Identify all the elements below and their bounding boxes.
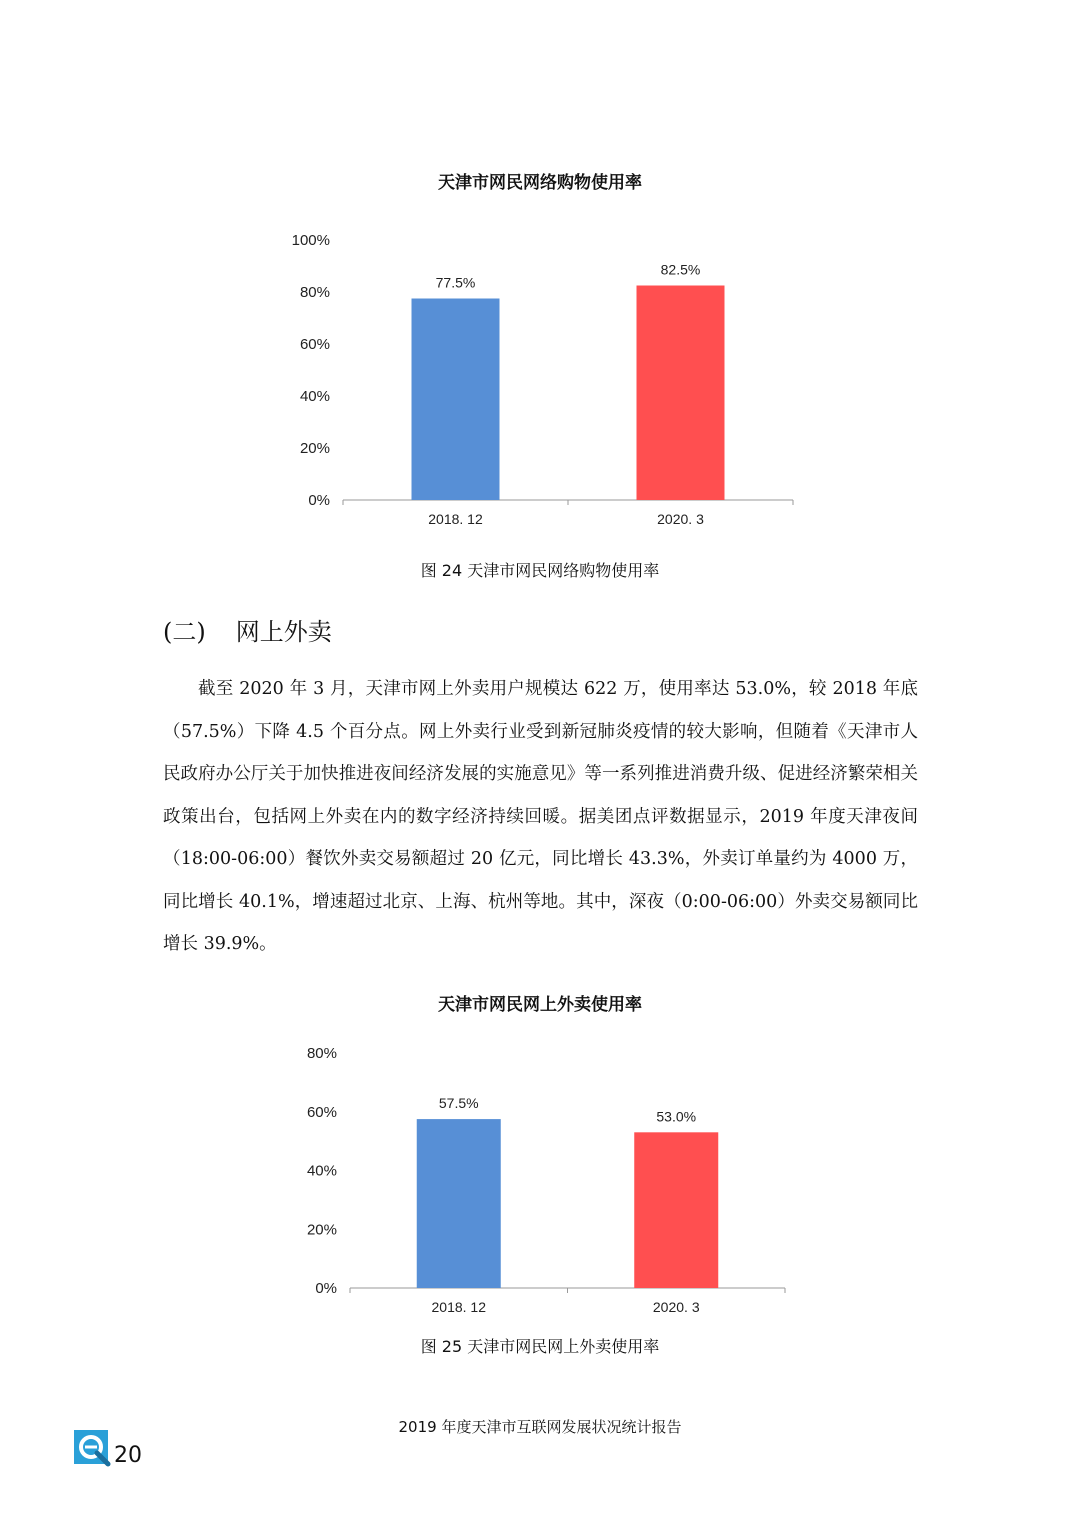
- y-tick-label: 20%: [306, 1221, 337, 1239]
- section-title: 网上外卖: [235, 618, 332, 646]
- bar-2: [634, 1132, 718, 1288]
- figure-25-caption: 图 25 天津市网民网上外卖使用率: [420, 1337, 660, 1356]
- y-tick-label: 0%: [308, 492, 330, 509]
- section-number: (二): [163, 618, 206, 646]
- y-tick-label: 40%: [299, 388, 330, 405]
- y-tick-label: 80%: [306, 1045, 337, 1062]
- chart-title-online-shopping: 天津市网民网络购物使用率: [438, 173, 642, 193]
- x-category-label: 2018. 12: [431, 1299, 486, 1315]
- report-logo-icon: [72, 1428, 112, 1468]
- y-tick-label: 40%: [306, 1162, 337, 1180]
- chart-title-food-delivery: 天津市网民网上外卖使用率: [438, 995, 642, 1015]
- page-number: 20: [114, 1443, 142, 1468]
- data-label: 82.5%: [660, 261, 701, 278]
- data-label: 57.5%: [438, 1095, 479, 1112]
- x-category-label: 2020. 3: [652, 1299, 700, 1315]
- x-category-label: 2020. 3: [657, 511, 704, 527]
- y-tick-label: 100%: [291, 232, 330, 249]
- y-tick-label: 80%: [299, 284, 330, 301]
- y-tick-label: 20%: [299, 440, 330, 457]
- y-tick-label: 60%: [299, 336, 330, 353]
- data-label: 53.0%: [656, 1108, 697, 1125]
- y-tick-label: 0%: [315, 1280, 337, 1297]
- body-paragraph: 截至 2020 年 3 月，天津市网上外卖用户规模达 622 万，使用率达 53.0%，较 2018 年底（57.5%）下降 4.5 个百分点。网上外卖行业受到新冠肺炎疫情的较大影响，但随着《天津市人民政府办公厅关于加快推进夜间经济发展的实施意见》等一系列推进消费升级、促进经济繁荣相关政策出台，包括网上外卖在内的数字经济持续回暖。据美团点评数据显示，2019 年度天津夜间（18:00-06:00）餐饮外卖交易额超过 20 亿元，同比增长 43.3%，外卖订单量约为 4000 万，同比增长 40.1%，增速超过北京、上海、杭州等地。其中，深夜（0:00-06:00）外卖交易额同比增长 39.9%。: [163, 679, 918, 954]
- figure-24-caption: 图 24 天津市网民网络购物使用率: [420, 561, 660, 580]
- x-category-label: 2018. 12: [428, 511, 483, 527]
- data-label: 77.5%: [435, 274, 476, 291]
- bar-1: [417, 1119, 501, 1288]
- footer-report-title: 2019 年度天津市互联网发展状况统计报告: [398, 1418, 682, 1436]
- y-tick-label: 60%: [306, 1103, 337, 1121]
